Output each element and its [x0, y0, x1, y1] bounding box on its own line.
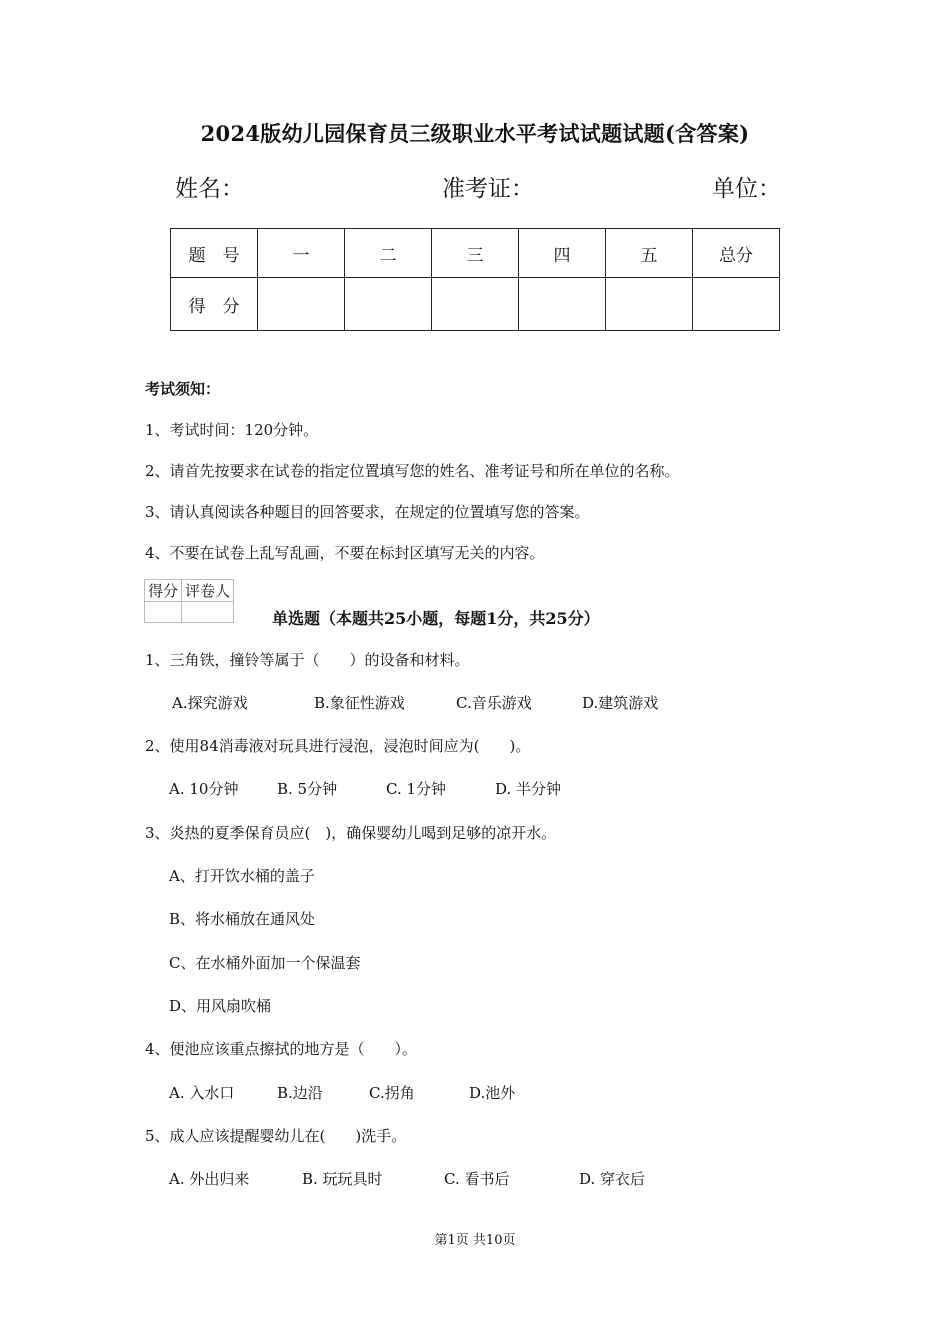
option: D.池外	[469, 1084, 516, 1102]
score-table-cell: 五	[606, 229, 693, 278]
grader-name-label: 评卷人	[182, 580, 234, 602]
option: D. 穿衣后	[579, 1170, 646, 1188]
score-table-cell: 四	[519, 229, 606, 278]
score-table-cell: 一	[258, 229, 345, 278]
score-table-cell: 二	[345, 229, 432, 278]
score-entry-cell[interactable]	[693, 278, 780, 331]
question-text: 2、使用84消毒液对玩具进行浸泡，浸泡时间应为( )。	[145, 737, 531, 755]
notice-item: 3、请认真阅读各种题目的回答要求，在规定的位置填写您的答案。	[145, 503, 590, 521]
option: B、将水桶放在通风处	[169, 910, 316, 928]
score-table-score-row	[171, 278, 780, 331]
score-entry-cell[interactable]	[606, 278, 693, 331]
score-table-cell: 总分	[693, 229, 780, 278]
question-text: 4、便池应该重点擦拭的地方是（ ）。	[145, 1040, 418, 1058]
option: D、用风扇吹桶	[169, 997, 272, 1015]
question-text: 5、成人应该提醒婴幼儿在( )洗手。	[145, 1127, 407, 1145]
option: A. 入水口	[169, 1084, 235, 1102]
grader-box	[144, 579, 234, 623]
score-row-label: 得 分	[171, 278, 258, 331]
question-text: 3、炎热的夏季保育员应( )，确保婴幼儿喝到足够的凉开水。	[145, 824, 557, 842]
option: B. 玩玩具时	[302, 1170, 383, 1188]
score-table-cell: 三	[432, 229, 519, 278]
score-table-header-row	[171, 229, 780, 278]
grader-score-cell[interactable]	[145, 602, 182, 623]
notice-item: 4、不要在试卷上乱写乱画，不要在标封区填写无关的内容。	[145, 544, 545, 562]
option: D. 半分钟	[495, 780, 562, 798]
option: B.象征性游戏	[314, 694, 405, 712]
option: C.音乐游戏	[456, 694, 532, 712]
grader-score-label: 得分	[145, 580, 182, 602]
score-table-cell: 题 号	[171, 229, 258, 278]
option: C. 1分钟	[386, 780, 447, 798]
option: A、打开饮水桶的盖子	[169, 867, 315, 885]
name-label: 姓名：	[175, 176, 244, 202]
option: A. 外出归来	[169, 1170, 250, 1188]
option: A.探究游戏	[172, 694, 248, 712]
option: C、在水桶外面加一个保温套	[169, 954, 361, 972]
grader-name-cell[interactable]	[182, 602, 234, 623]
score-entry-cell[interactable]	[345, 278, 432, 331]
notice-item: 2、请首先按要求在试卷的指定位置填写您的姓名、准考证号和所在单位的名称。	[145, 462, 680, 480]
unit-label: 单位：	[712, 176, 781, 202]
notice-item: 1、考试时间：120分钟。	[145, 421, 319, 439]
question-text: 1、三角铁，撞铃等属于（ ）的设备和材料。	[145, 651, 470, 669]
exam-id-label: 准考证：	[442, 176, 534, 202]
score-entry-cell[interactable]	[258, 278, 345, 331]
option: B. 5分钟	[277, 780, 338, 798]
option: B.边沿	[277, 1084, 323, 1102]
option: D.建筑游戏	[582, 694, 659, 712]
option: C.拐角	[369, 1084, 415, 1102]
document-title: 2024版幼儿园保育员三级职业水平考试试题试题(含答案)	[200, 121, 750, 146]
option: A. 10分钟	[169, 780, 239, 798]
notice-heading: 考试须知：	[145, 380, 221, 398]
option: C. 看书后	[444, 1170, 510, 1188]
score-table	[170, 228, 780, 331]
page-number: 第1页 共10页	[434, 1233, 516, 1248]
score-entry-cell[interactable]	[519, 278, 606, 331]
score-entry-cell[interactable]	[432, 278, 519, 331]
section-title: 单选题（本题共25小题，每题1分，共25分）	[272, 609, 600, 628]
